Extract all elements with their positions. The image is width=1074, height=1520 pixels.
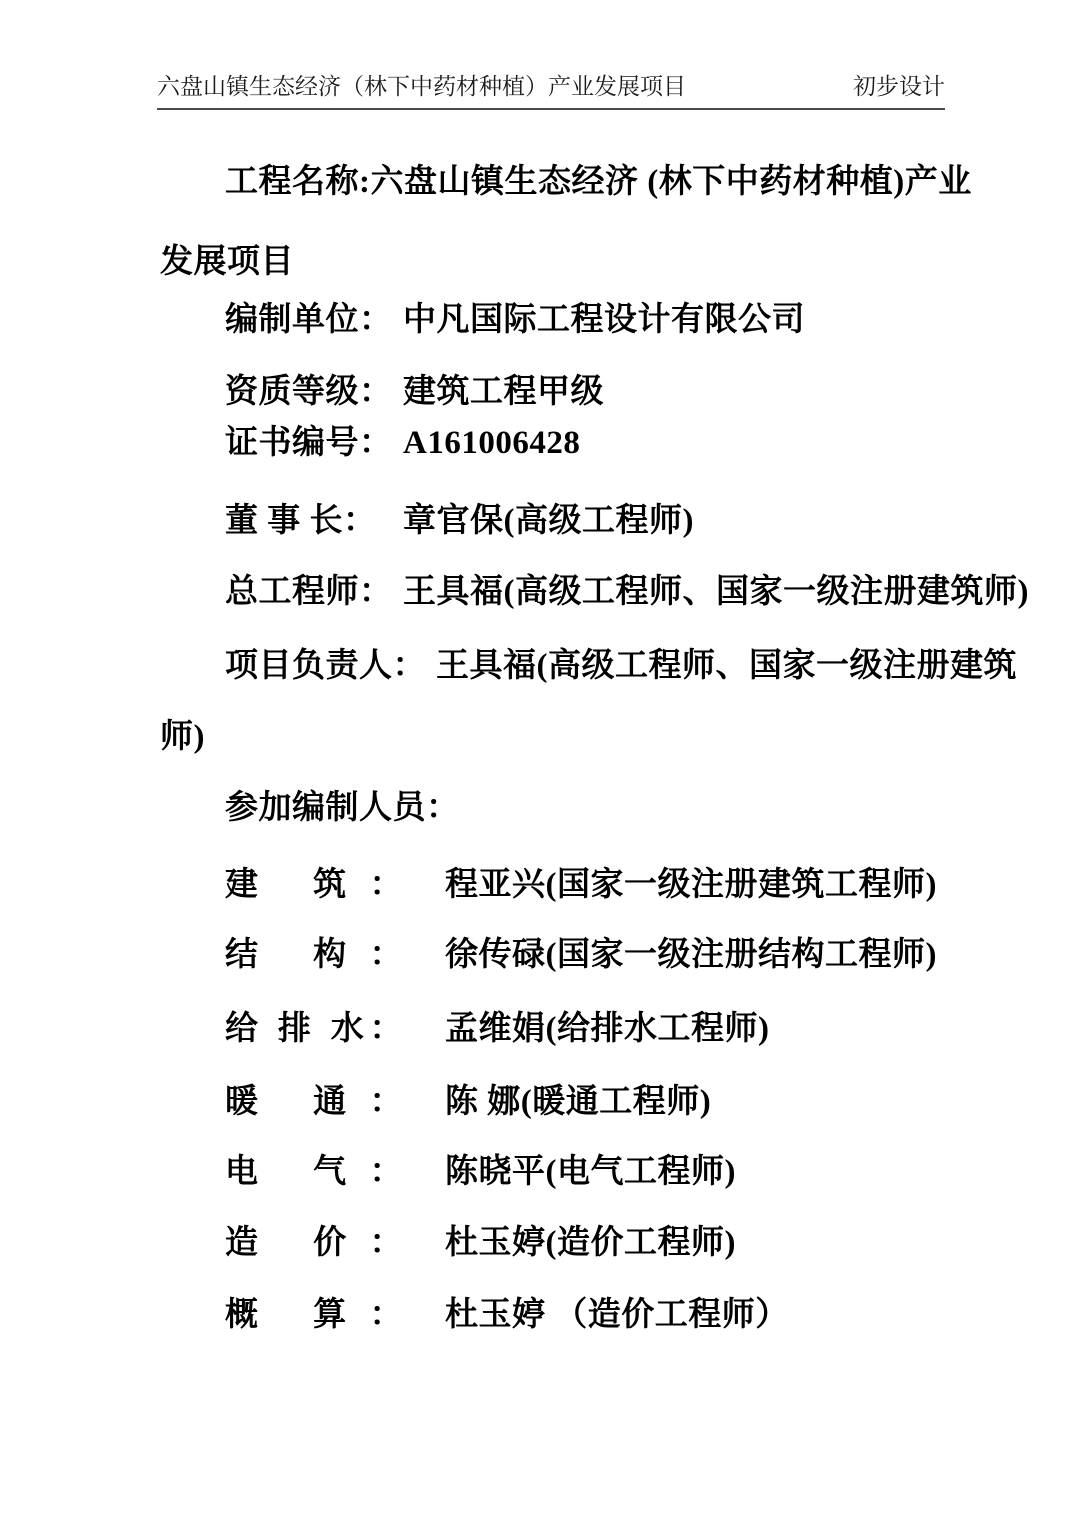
field-value: 王具福(高级工程师、国家一级注册建筑师)	[403, 574, 1029, 610]
field-row-certificate	[225, 421, 580, 465]
header-doc-type: 初步设计	[853, 74, 945, 99]
field-value: 中凡国际工程设计有限公司	[403, 302, 805, 338]
participant-role: 造 价：	[225, 1225, 403, 1261]
participant-name: 杜玉婷(造价工程师)	[445, 1225, 736, 1261]
field-row-project-leader	[225, 644, 1017, 688]
participant-row-cost	[225, 1221, 736, 1265]
field-row-qualification	[225, 370, 604, 414]
participant-role: 结 构：	[225, 937, 403, 973]
participant-name: 陈 娜(暖通工程师)	[445, 1084, 712, 1120]
participant-role: 暖 通：	[225, 1084, 403, 1120]
project-name-line2: 发展项目	[160, 244, 294, 280]
project-name-line1: 工程名称:六盘山镇生态经济 (林下中药材种植)产业	[225, 164, 972, 200]
participant-row-structure	[225, 933, 937, 977]
field-label: 资质等级：	[225, 374, 393, 410]
field-value: 章官保(高级工程师)	[403, 503, 694, 539]
participants-heading: 参加编制人员：	[225, 790, 460, 826]
participant-role: 给 排 水：	[225, 1011, 403, 1047]
field-label: 总工程师：	[225, 574, 393, 610]
field-label: 项目负责人：	[225, 648, 426, 684]
field-label: 证书编号：	[225, 425, 393, 461]
participant-name: 陈晓平(电气工程师)	[445, 1154, 736, 1190]
participant-name: 杜玉婷 （造价工程师）	[445, 1297, 789, 1333]
running-header	[157, 68, 945, 110]
project-leader-continuation: 师)	[160, 719, 205, 755]
field-row-chief-engineer	[225, 570, 1029, 614]
participant-role: 概 算：	[225, 1297, 403, 1333]
field-value: 建筑工程甲级	[403, 374, 604, 410]
participant-name: 程亚兴(国家一级注册建筑工程师)	[445, 867, 937, 903]
header-project-title: 六盘山镇生态经济（林下中药材种植）产业发展项目	[157, 74, 686, 99]
participant-row-electrical	[225, 1150, 736, 1194]
field-label: 董 事 长：	[225, 503, 377, 539]
field-label: 编制单位：	[225, 302, 393, 338]
participant-row-plumbing	[225, 1007, 769, 1051]
participant-row-hvac	[225, 1080, 711, 1124]
participant-name: 徐传碌(国家一级注册结构工程师)	[445, 937, 937, 973]
participant-row-architecture	[225, 863, 937, 907]
field-value: A161006428	[403, 425, 581, 461]
field-row-compiler	[225, 298, 805, 342]
participant-row-estimate	[225, 1293, 789, 1337]
field-value: 王具福(高级工程师、国家一级注册建筑	[436, 648, 1017, 684]
participant-role: 电 气：	[225, 1154, 403, 1190]
participant-role: 建 筑：	[225, 867, 403, 903]
field-row-chairman	[225, 499, 694, 543]
participant-name: 孟维娟(给排水工程师)	[445, 1011, 770, 1047]
